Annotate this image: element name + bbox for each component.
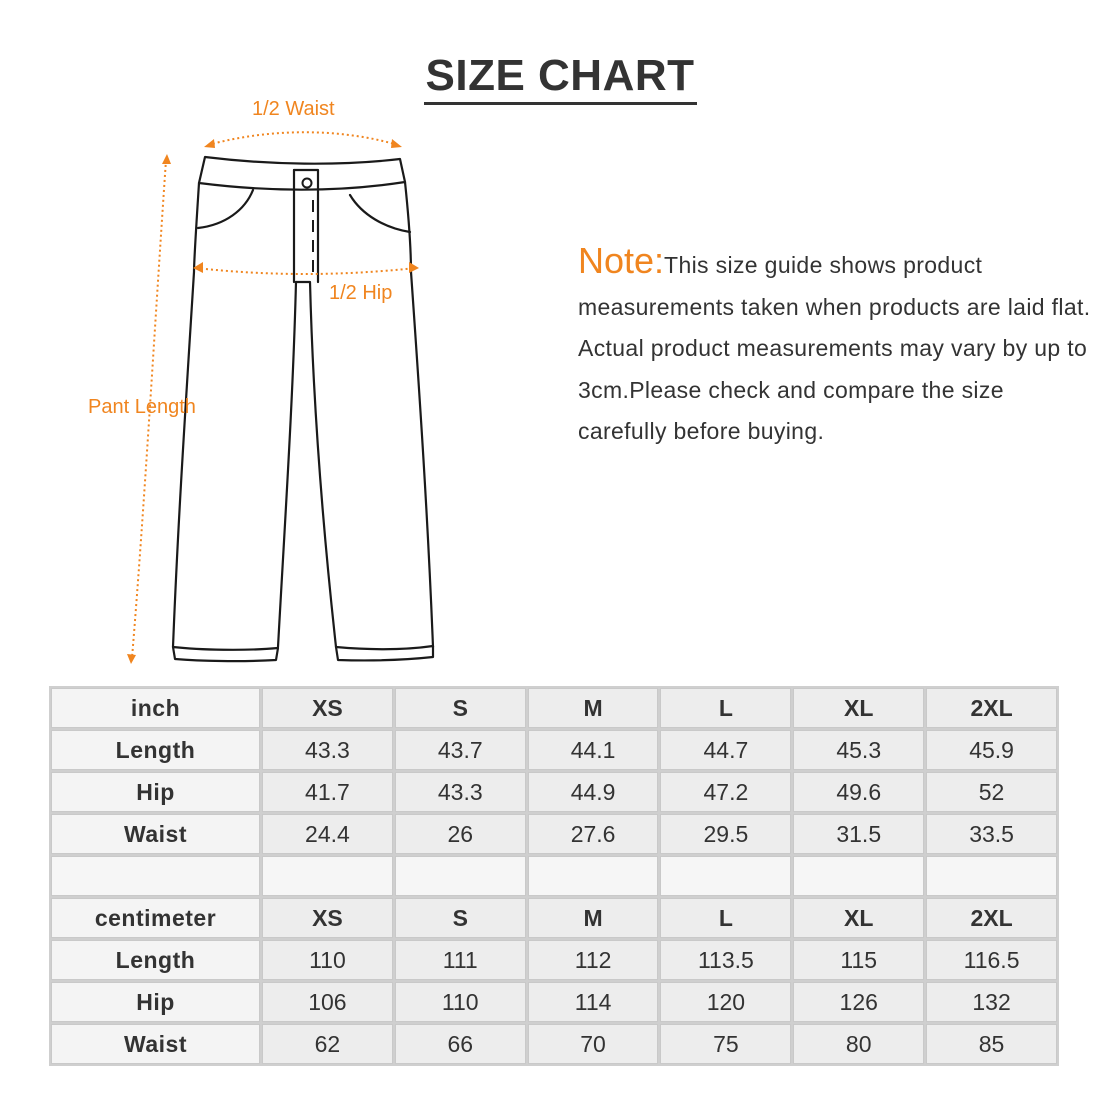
size-header-2xl: 2XL: [926, 898, 1057, 938]
empty-cell: [793, 856, 924, 896]
table-cell: 44.9: [528, 772, 659, 812]
table-cell: 44.7: [660, 730, 791, 770]
table-cell: 24.4: [262, 814, 393, 854]
half-waist-label: 1/2 Waist: [252, 98, 335, 120]
table-cell: 31.5: [793, 814, 924, 854]
table-cell: 116.5: [926, 940, 1057, 980]
empty-cell: [395, 856, 526, 896]
row-label: Hip: [51, 772, 260, 812]
table-cell: 75: [660, 1024, 791, 1064]
table-cell: 110: [395, 982, 526, 1022]
table-row: [51, 814, 1057, 854]
row-label: Hip: [51, 982, 260, 1022]
table-cell: 43.3: [395, 772, 526, 812]
size-header-xl: XL: [793, 898, 924, 938]
inch-unit-label: inch: [51, 688, 260, 728]
page-title: SIZE CHART: [424, 52, 697, 105]
note-text: This size guide shows product measurements taken when products are laid flat. Actual product measurements may vary by up to 3cm.Please check and compare the size carefully before buying.: [578, 252, 1091, 444]
row-label: Waist: [51, 1024, 260, 1064]
table-cell: 110: [262, 940, 393, 980]
empty-cell: [528, 856, 659, 896]
size-table: [49, 686, 1059, 1066]
table-row: [51, 730, 1057, 770]
table-cell: 27.6: [528, 814, 659, 854]
table-cell: 45.3: [793, 730, 924, 770]
table-cell: 29.5: [660, 814, 791, 854]
size-header-s: S: [395, 688, 526, 728]
table-cell: 45.9: [926, 730, 1057, 770]
centimeter-unit-label: centimeter: [51, 898, 260, 938]
table-cell: 52: [926, 772, 1057, 812]
empty-cell: [51, 856, 260, 896]
table-cell: 115: [793, 940, 924, 980]
table-row: [51, 1024, 1057, 1064]
empty-cell: [262, 856, 393, 896]
half-hip-label: 1/2 Hip: [329, 282, 393, 304]
table-cell: 132: [926, 982, 1057, 1022]
table-cell: 41.7: [262, 772, 393, 812]
row-label: Waist: [51, 814, 260, 854]
table-cell: 33.5: [926, 814, 1057, 854]
table-cell: 43.7: [395, 730, 526, 770]
pants-outline: [173, 157, 433, 661]
half-waist-arrow: [208, 132, 398, 145]
table-cell: 26: [395, 814, 526, 854]
table-cell: 44.1: [528, 730, 659, 770]
table-cell: 106: [262, 982, 393, 1022]
table-cell: 85: [926, 1024, 1057, 1064]
size-header-xs: XS: [262, 898, 393, 938]
table-cell: 80: [793, 1024, 924, 1064]
note-heading: Note:: [578, 240, 665, 281]
table-row: [51, 982, 1057, 1022]
inch-header-row: [51, 688, 1057, 728]
size-header-2xl: 2XL: [926, 688, 1057, 728]
size-header-s: S: [395, 898, 526, 938]
table-cell: 126: [793, 982, 924, 1022]
table-cell: 49.6: [793, 772, 924, 812]
row-label: Length: [51, 940, 260, 980]
table-row: [51, 940, 1057, 980]
pant-length-label: Pant Length: [88, 396, 196, 418]
table-cell: 112: [528, 940, 659, 980]
empty-cell: [926, 856, 1057, 896]
table-cell: 114: [528, 982, 659, 1022]
table-cell: 70: [528, 1024, 659, 1064]
table-cell: 120: [660, 982, 791, 1022]
centimeter-header-row: [51, 898, 1057, 938]
table-cell: 111: [395, 940, 526, 980]
button-icon: [303, 179, 312, 188]
half-hip-arrow: [196, 268, 416, 274]
size-header-l: L: [660, 688, 791, 728]
empty-cell: [660, 856, 791, 896]
table-cell: 43.3: [262, 730, 393, 770]
table-row: [51, 772, 1057, 812]
table-cell: 113.5: [660, 940, 791, 980]
size-header-xl: XL: [793, 688, 924, 728]
table-cell: 62: [262, 1024, 393, 1064]
table-cell: 47.2: [660, 772, 791, 812]
size-header-m: M: [528, 898, 659, 938]
size-header-m: M: [528, 688, 659, 728]
size-header-xs: XS: [262, 688, 393, 728]
row-label: Length: [51, 730, 260, 770]
size-header-l: L: [660, 898, 791, 938]
spacer-row: [51, 856, 1057, 896]
note-block: [578, 240, 1098, 453]
table-cell: 66: [395, 1024, 526, 1064]
